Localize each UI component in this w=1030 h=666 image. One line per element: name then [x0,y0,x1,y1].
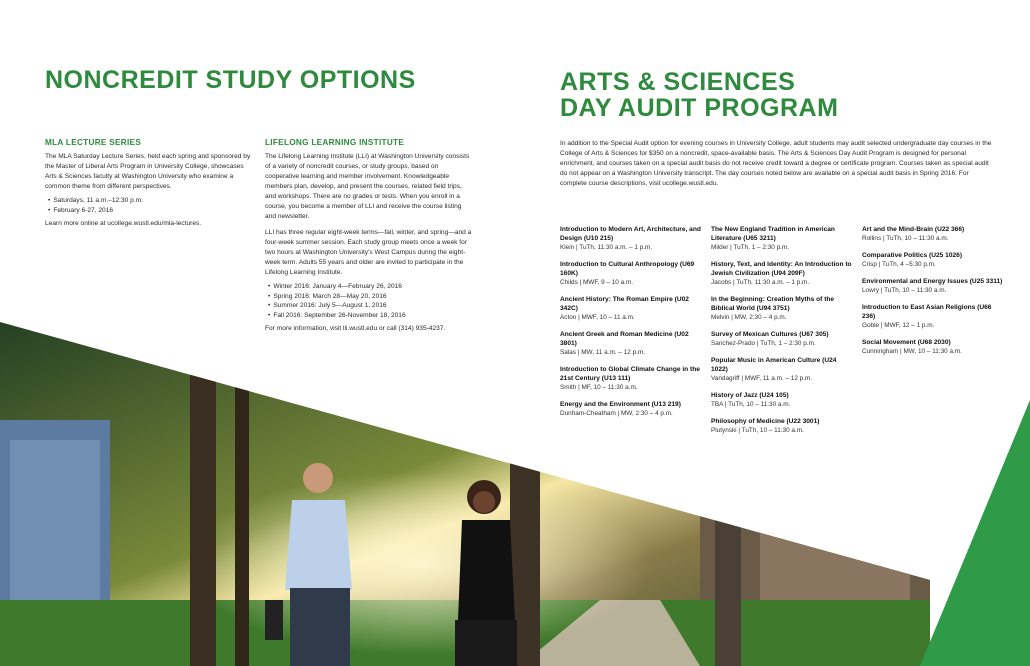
course-detail: Sanchez-Prado | TuTh, 1 – 2:30 p.m. [711,340,816,347]
course-detail: Jacobs | TuTh, 11:30 a.m. – 1 p.m. [711,279,810,286]
lli-bullet: • Fall 2016: September 26-November 18, 2016 [275,311,473,321]
course-column-3 [862,225,1006,364]
course-entry [560,225,704,252]
course-entry [862,277,1006,295]
course-detail: Vandagriff | MWF, 11 a.m. – 12 p.m. [711,375,813,382]
course-entry [711,260,855,287]
course-column-2 [711,225,855,443]
course-title: Ancient History: The Roman Empire (U02 342C) [560,296,689,312]
course-title: Social Movement (U68 2030) [862,339,951,346]
right-page-heading [560,69,1000,121]
course-detail: Klein | TuTh, 11:30 a.m. – 1 p.m. [560,244,653,251]
course-detail: Dunham-Cheatham | MW, 2:30 – 4 p.m. [560,410,673,417]
course-entry [560,330,704,357]
heading-line-1: ARTS & SCIENCES [560,68,796,96]
course-detail: Lowry | TuTh, 10 – 11:30 a.m. [862,287,947,294]
course-entry [711,330,855,348]
course-column-1 [560,225,704,426]
course-entry [711,295,855,322]
course-title: Introduction to East Asian Religions (U66 236) [862,304,992,320]
course-title: Introduction to Modern Art, Architecture, and Design (U10 215) [560,226,701,242]
mla-section [45,138,251,229]
lli-bullet: • Winter 2016: January 4—February 26, 2016 [275,282,473,292]
lli-body-2: LLI has three regular eight-week terms—fall, winter, and spring—and a four-week summer session. Each study group meets once a week for two hours at Washington University's West Campus during the eight-week term. Adults 55 years and older are invited to participate in the Lifelong Learning Institute. [265,229,472,276]
mla-bullet: • Saturdays, 11 a.m.–12:30 p.m. [55,196,251,206]
course-title: Popular Music in American Culture (U24 1022) [711,357,837,373]
lli-bullets [265,282,473,320]
course-title: In the Beginning: Creation Myths of the Biblical World (U94 3751) [711,296,835,312]
course-title: Art and the Mind-Brain (U22 366) [862,226,965,233]
course-detail: Plutynski | TuTh, 10 – 11:30 a.m. [711,427,804,434]
course-title: Philosophy of Medicine (U22 3001) [711,418,820,425]
course-entry [711,391,855,409]
lli-footer: For more information, visit lli.wustl.edu or call (314) 935-4237. [265,325,446,332]
mla-footer: Learn more online at ucollege.wustl.edu/mla-lectures. [45,220,202,227]
course-title: History of Jazz (U24 105) [711,392,789,399]
course-entry [560,365,704,392]
mla-title: MLA LECTURE SERIES [45,138,142,147]
course-entry [862,338,1006,356]
heading-line-2: DAY AUDIT PROGRAM [560,94,839,122]
course-detail: Salas | MW, 11 a.m. – 12 p.m. [560,349,646,356]
course-detail: Childs | MWF, 9 – 10 a.m. [560,279,634,286]
lli-section [265,138,473,334]
course-detail: Acton | MWF, 10 – 11 a.m. [560,314,635,321]
course-detail: Melvin | MW, 2:30 – 4 p.m. [711,314,787,321]
mla-body: The MLA Saturday Lecture Series, held each spring and sponsored by the Master of Liberal Arts Program in University College, showcases Arts & Sciences faculty at Washington University who examine a common theme from different perspectives. [45,153,251,190]
course-title: Energy and the Environment (U13 219) [560,401,681,408]
course-title: The New England Tradition in American Literature (U65 3211) [711,226,835,242]
course-title: Environmental and Energy Issues (U25 3311) [862,278,1003,285]
course-title: Introduction to Global Climate Change in the 21st Century (U13 111) [560,366,700,382]
course-entry [711,225,855,252]
course-detail: Milder | TuTh, 1 – 2:30 p.m. [711,244,790,251]
course-title: Ancient Greek and Roman Medicine (U02 3801) [560,331,689,347]
course-detail: Cunningham | MW, 10 – 11:30 a.m. [862,348,962,355]
lli-bullet: • Summer 2016: July 5—August 1, 2016 [275,301,473,311]
course-title: Survey of Mexican Cultures (U67 305) [711,331,829,338]
course-title: Introduction to Cultural Anthropology (U69 160K) [560,261,695,277]
left-page-heading: NONCREDIT STUDY OPTIONS [45,66,416,94]
course-entry [711,356,855,383]
course-detail: Crisp | TuTh, 4 –5:30 p.m. [862,261,936,268]
course-entry [560,295,704,322]
course-entry [560,400,704,418]
course-detail: Smith | MF, 10 – 11:30 a.m. [560,384,638,391]
course-detail: Rollins | TuTh, 10 – 11:30 a.m. [862,235,949,242]
mla-bullets [45,196,251,215]
course-entry [560,260,704,287]
course-title: History, Text, and Identity: An Introduction to Jewish Civilization (U94 209F) [711,261,852,277]
lli-body-1: The Lifelong Learning Institute (LLI) at Washington University consists of a variety of noncredit courses, or study groups, based on cooperative learning and member involvement. Knowledgeable members plan, develop, and present the courses, related field trips, and workshops. There are no grades or tests. When you enroll in a course, you become a member of LLI and receive the course listing and newsletter. [265,153,470,220]
day-audit-intro: In addition to the Special Audit option for evening courses in University College, adult students may audit selected undergraduate day courses in the College of Arts & Sciences for $350 on a noncredit, space-available basis. The Arts & Sciences Day Audit Program is designed for personal enrichment, and courses taken on a special audit basis do not receive credit toward a degree or certificate program. Courses taken as special audit do not appear on a Washington University transcript. The day courses noted below are available on a special audit basis in Spring 2016. For complete course descriptions, visit ucollege.wustl.edu. [560,140,992,187]
course-entry [862,225,1006,243]
course-entry [862,251,1006,269]
lli-bullet: • Spring 2016: March 28—May 20, 2016 [275,292,473,302]
lli-title: LIFELONG LEARNING INSTITUTE [265,138,405,147]
course-detail: Goble | MWF, 12 – 1 p.m. [862,322,935,329]
course-entry [862,303,1006,330]
course-title: Comparative Politics (U25 1026) [862,252,963,259]
course-detail: TBA | TuTh, 10 – 11:30 a.m. [711,401,791,408]
mla-bullet: • February 6-27, 2016 [55,206,251,216]
course-entry [711,417,855,435]
